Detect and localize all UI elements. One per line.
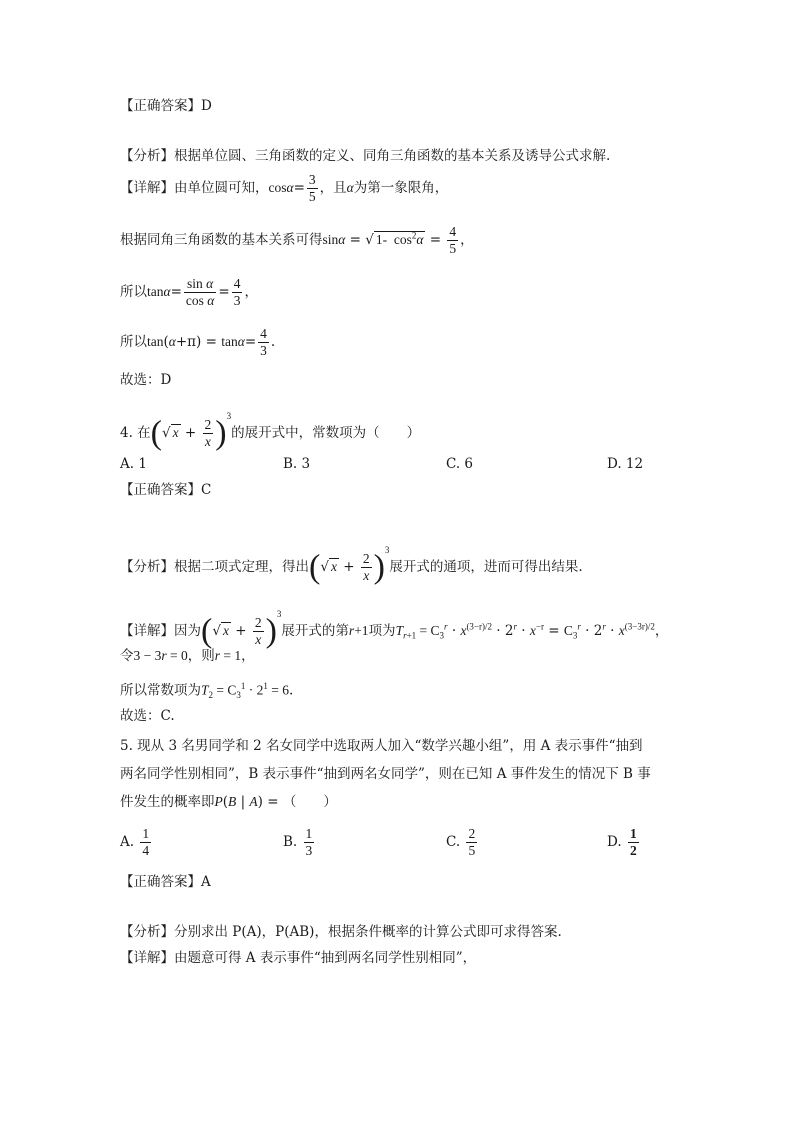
- q4-stem: 4. 在(√ x + $\frac{2}{x}$ )$^3$的展开式中，常数项为（ ）: [120, 411, 421, 452]
- fraction: $\frac{4}{3}$: [260, 326, 267, 358]
- q3-analysis: 【分析】根据单位圆、三角函数的定义、同角三角函数的基本关系及诱导公式求解.: [120, 148, 611, 164]
- q5-answer: 【正确答案】A: [120, 874, 211, 890]
- q4-option-d: D. 12: [607, 456, 644, 472]
- fraction: $\frac{1}{3}$: [305, 826, 313, 858]
- q5-line3: 件发生的概率即P(B | A) = （ ）: [120, 794, 337, 810]
- fraction: $\frac{2}{5}$: [468, 826, 476, 858]
- q4-option-c: C. 6: [446, 456, 474, 472]
- fraction: $\frac{1}{2}$: [629, 826, 637, 858]
- fraction: $\frac{4}{5}$: [449, 224, 457, 256]
- detail-label: 【详解】: [120, 180, 174, 196]
- q4-answer: 【正确答案】C: [120, 482, 212, 498]
- q3-detail: 【详解】由单位圆可知，cosα= $\frac{3}{5}$ ，且α为第一象限角，: [120, 172, 449, 204]
- detail-text: 由单位圆可知，: [174, 180, 269, 196]
- fraction: $\frac{3}{5}$: [308, 172, 316, 204]
- q5-option-a: A. $\frac{1}{4}$: [120, 826, 150, 858]
- q3-choose: 故选：D: [120, 372, 172, 388]
- fraction: $\frac{\text{sin α}}{\text{cos α}}$: [185, 276, 215, 308]
- q4-choose: 故选：C.: [120, 708, 175, 724]
- q4-detail: 【详解】因为(√ x + $\frac{2}{x}$ )$^3$展开式的第r+1项为$T_{r+1} = C_3^r \cdot x^{(3-r)/2} \cdot 2^r \cdot x^{-r} = C_3^r \cdot 2^r \cdot x^{(3-3r)/2}$，: [120, 609, 669, 650]
- q4-option-b: B. 3: [283, 456, 311, 472]
- q5-detail: 【详解】由题意可得 A 表示事件“抽到两名同学性别相同”，: [120, 950, 477, 966]
- fraction: $\frac{2}{x}$: [362, 551, 370, 583]
- q4-let: 令3 − 3r = 0，则r = 1，: [120, 648, 255, 664]
- fraction: $\frac{4}{3}$: [233, 276, 241, 308]
- q3-tan-line: 所以tanα= $\frac{\text{sin α}}{\text{cos α}}$ = $\frac{4}{3}$ ，: [120, 276, 258, 308]
- q3-sin-line: 根据同角三角函数的基本关系可得sinα = √ 1- $\cos^2\alpha$ = $\frac{4}{5}$ ，: [120, 224, 474, 256]
- q4-analysis: 【分析】根据二项式定理，得出(√ x + $\frac{2}{x}$ )$^3$展开式的通项，进而可得出结果.: [120, 545, 583, 586]
- q4-constant: 所以常数项为$T_2 = C_3^1 \cdot 2^1 = 6$.: [120, 681, 294, 701]
- fraction: $\frac{2}{x}$: [254, 615, 262, 647]
- q5-line1: 5. 现从 3 名男同学和 2 名女同学中选取两人加入“数学兴趣小组”，用 A 表示事件“抽到: [120, 738, 643, 754]
- q3-answer: 【正确答案】D: [120, 98, 212, 114]
- fraction: $\frac{1}{4}$: [142, 826, 150, 858]
- q3-induction-line: 所以tan(α+π) = tanα= $\frac{4}{3}$ .: [120, 326, 276, 358]
- fraction: $\frac{2}{x}$: [204, 417, 212, 449]
- q4-option-a: A. 1: [120, 456, 147, 472]
- q5-option-c: C. $\frac{2}{5}$: [446, 826, 476, 858]
- q5-analysis: 【分析】分别求出 P(A)，P(AB)，根据条件概率的计算公式即可求得答案.: [120, 924, 562, 940]
- q5-option-d: D. $\frac{1}{2}$: [607, 826, 637, 858]
- q5-option-b: B. $\frac{1}{3}$: [283, 826, 313, 858]
- q5-line2: 两名同学性别相同”，B 表示事件“抽到两名女同学”，则在已知 A 事件发生的情况下 B 事: [120, 766, 651, 782]
